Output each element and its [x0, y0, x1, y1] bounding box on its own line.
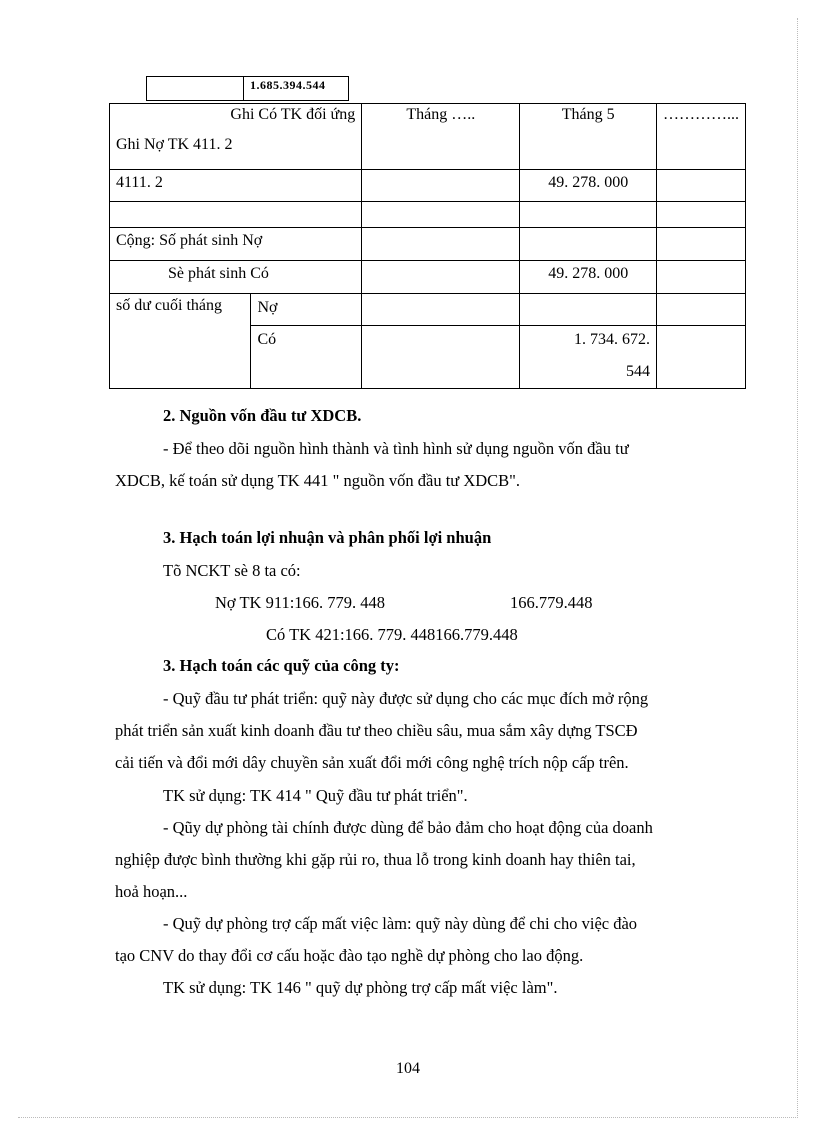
col-month-blank: Tháng …..: [362, 104, 520, 170]
entry2: Có TK 421:166. 779. 448166.779.448: [266, 625, 518, 644]
ledger-table: [109, 103, 746, 389]
row-account-month5: 49. 278. 000: [520, 170, 657, 202]
row-account: 4111. 2: [110, 170, 362, 202]
table-row: [110, 228, 746, 261]
para5-line1: - Qũy dự phòng tài chính được dùng để bảo đảm cho hoạt động của doanh: [163, 818, 653, 837]
label-co: Có: [251, 326, 362, 389]
para5-line3: hoả hoạn...: [115, 882, 188, 901]
para6-line1: - Quỹ dự phòng trợ cấp mất việc làm: quỹ này dùng để chi cho việc đào: [163, 914, 638, 933]
previous-table-total: 1.685.394.544: [243, 76, 349, 101]
header-credit-label: Ghi Có TK đối ứng: [230, 106, 356, 123]
table-header-row: [110, 104, 746, 170]
end-co-value-line2: 544: [625, 363, 650, 380]
row-total-credit: Sè phát sinh Có: [110, 261, 362, 294]
table-row-empty: [110, 202, 746, 228]
entry1-right: 166.779.448: [510, 593, 593, 612]
col-more: …………...: [656, 104, 745, 170]
table-row: [110, 294, 746, 326]
para1-line2: XDCB, kế toán sử dụng TK 441 " nguồn vốn đầu tư XDCB".: [115, 471, 521, 490]
heading-2: 2. Nguồn vốn đầu tư XDCB.: [163, 406, 362, 425]
col-month-5: Tháng 5: [520, 104, 657, 170]
para4: TK sử dụng: TK 414 " Quỹ đầu tư phát triển".: [163, 786, 468, 805]
row-total-credit-month5: 49. 278. 000: [520, 261, 657, 294]
table-row: [110, 170, 746, 202]
para3-line2: phát triển sản xuất kinh doanh đầu tư theo chiều sâu, mua sắm xây dựng TSCĐ: [115, 721, 638, 740]
para1-line1: - Để theo dõi nguồn hình thành và tình hình sử dụng nguồn vốn đầu tư: [163, 439, 629, 458]
previous-table-cell-empty: [146, 76, 244, 101]
para7: TK sử dụng: TK 146 " quỹ dự phòng trợ cấp mất việc làm".: [163, 978, 558, 997]
heading-3a: 3. Hạch toán lợi nhuận và phân phối lợi nhuận: [163, 528, 492, 547]
entry1-left: Nợ TK 911:166. 779. 448: [215, 593, 386, 612]
row-end-balance: số dư cuối tháng: [110, 294, 251, 389]
header-debit-label: Ghi Nợ TK 411. 2: [116, 136, 233, 153]
label-no: Nợ: [251, 294, 362, 326]
table-row: [110, 261, 746, 294]
heading-3b: 3. Hạch toán các quỹ của công ty:: [163, 656, 400, 675]
para2: Tõ NCKT sè 8 ta có:: [163, 561, 301, 580]
para3-line1: - Quỹ đầu tư phát triển: quỹ này được sử dụng cho các mục đích mở rộng: [163, 689, 649, 708]
para6-line2: tạo CNV do thay đổi cơ cấu hoặc đào tạo nghề dự phòng cho lao động.: [115, 946, 584, 965]
row-total-debit: Cộng: Số phát sinh Nợ: [110, 228, 362, 261]
para3-line3: cải tiến và đổi mới dây chuyền sản xuất đổi mới công nghệ trích nộp cấp trên.: [115, 753, 629, 772]
end-co-value-line1: 1. 734. 672.: [573, 331, 650, 348]
page-number: 104: [396, 1060, 420, 1077]
para5-line2: nghiệp được bình thường khi gặp rủi ro, thua lỗ trong kinh doanh hay thiên tai,: [115, 850, 636, 869]
